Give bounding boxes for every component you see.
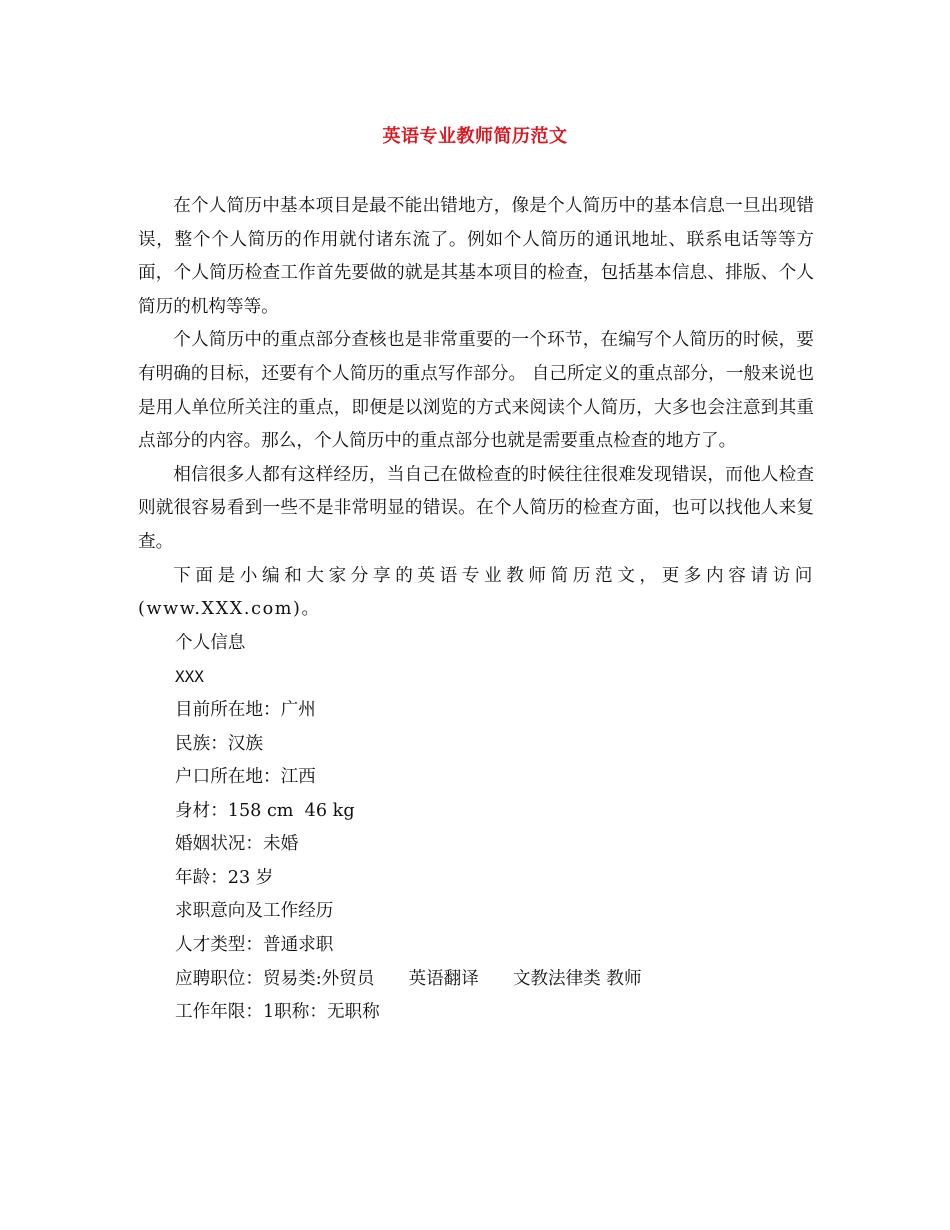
info-line-work-years: 工作年限：1职称：无职称 — [175, 1002, 380, 1023]
info-line-name: XXX — [175, 667, 204, 687]
info-line-location: 目前所在地：广州 — [175, 699, 316, 720]
info-line-talent-type: 人才类型：普通求职 — [175, 935, 334, 956]
info-line-age: 年龄：23 岁 — [175, 867, 274, 888]
info-line-heading: 个人信息 — [175, 632, 246, 653]
paragraph-4: 下面是小编和大家分享的英语专业教师简历范文，更多内容请访问(www.XXX.com)。 — [138, 565, 814, 620]
position-label: 应聘职位：贸易类:外贸员 — [175, 968, 375, 989]
document-body — [138, 190, 814, 1030]
position-item-translation: 英语翻译 — [408, 968, 479, 989]
paragraph-3: 相信很多人都有这样经历，当自己在做检查的时候往往很难发现错误，而他人检查则就很容易看到一些不是非常明显的错误。在个人简历的检查方面，也可以找他人来复查。 — [138, 464, 814, 552]
paragraph-2: 个人简历中的重点部分查核也是非常重要的一个环节，在编写个人简历的时候，要有明确的目标，还要有个人简历的重点写作部分。 自己所定义的重点部分，一般来说也是用人单位所关注的重点，即便是以浏览的方式来阅读个人简历，大多也会注意到其重点部分的内容。那么，个人简历中的重点部分也就是需要重点检查的地方了。 — [138, 330, 814, 452]
paragraph-1: 在个人简历中基本项目是最不能出错地方，像是个人简历中的基本信息一旦出现错误，整个个人简历的作用就付诸东流了。例如个人简历的通讯地址、联系电话等等方面，个人简历检查工作首先要做的就是其基本项目的检查，包括基本信息、排版、个人简历的机构等等。 — [138, 196, 814, 317]
info-line-body: 身材：158 cm 46 kg — [175, 800, 355, 821]
info-line-marital: 婚姻状况：未婚 — [175, 834, 299, 855]
info-line-intent-heading: 求职意向及工作经历 — [175, 901, 334, 922]
position-item-teacher: 文教法律类 教师 — [512, 968, 642, 989]
info-line-position — [138, 963, 814, 997]
document-title: 英语专业教师简历范文 — [382, 126, 568, 147]
info-line-hukou: 户口所在地：江西 — [175, 767, 316, 788]
info-line-ethnicity: 民族：汉族 — [175, 733, 263, 754]
